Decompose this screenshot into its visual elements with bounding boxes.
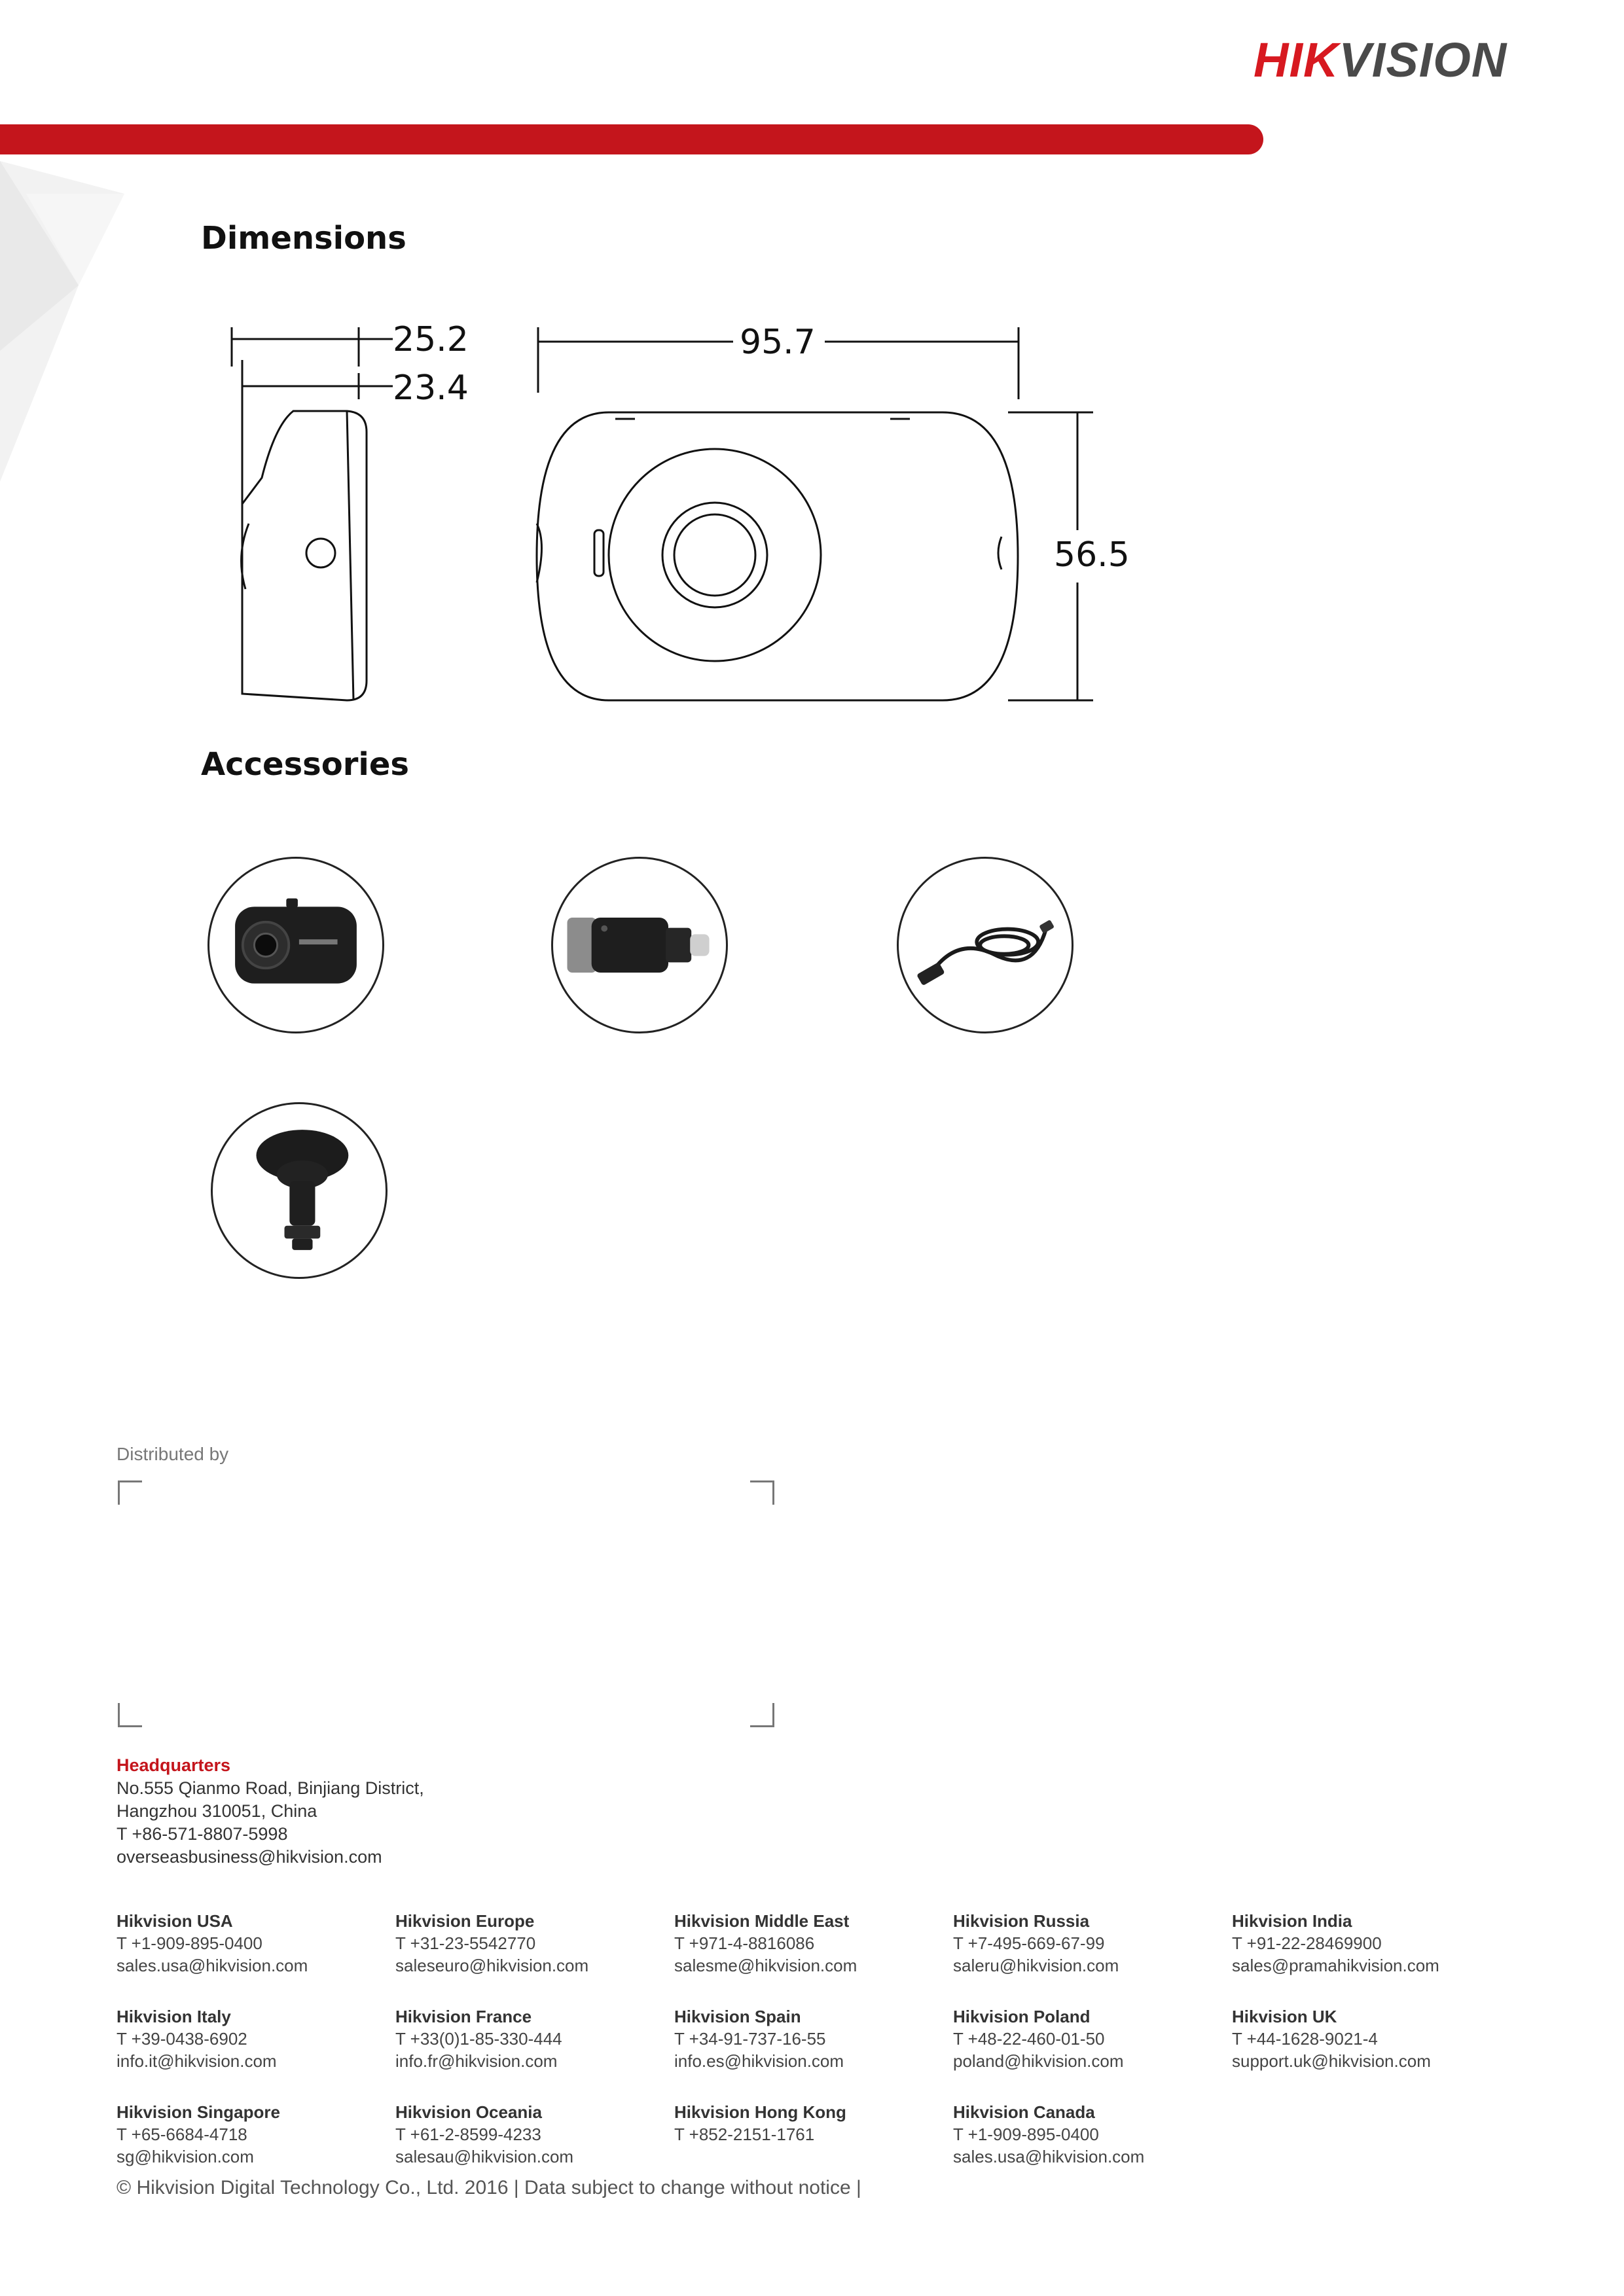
office-phone: T +65-6684-4718 bbox=[117, 2125, 247, 2144]
office-email: salesme@hikvision.com bbox=[674, 1956, 857, 1975]
dimensions-heading: Dimensions bbox=[201, 220, 406, 257]
headquarters-email: overseasbusiness@hikvision.com bbox=[117, 1847, 382, 1867]
office-phone: T +971-4-8816086 bbox=[674, 1933, 815, 1953]
office-name: Hikvision Italy bbox=[117, 2007, 231, 2026]
office-phone: T +39-0438-6902 bbox=[117, 2029, 247, 2049]
headquarters-line: No.555 Qianmo Road, Binjiang District, bbox=[117, 1778, 424, 1798]
office-email: info.it@hikvision.com bbox=[117, 2051, 277, 2071]
office-name: Hikvision Oceania bbox=[395, 2102, 542, 2122]
office-email: poland@hikvision.com bbox=[953, 2051, 1124, 2071]
office-phone: T +33(0)1-85-330-444 bbox=[395, 2029, 562, 2049]
distributor-box-corner bbox=[118, 1480, 142, 1505]
office-phone: T +44-1628-9021-4 bbox=[1232, 2029, 1378, 2049]
headquarters-block bbox=[117, 1754, 424, 1869]
dimensions-drawing bbox=[216, 308, 1152, 713]
office-france bbox=[395, 2005, 674, 2072]
office-name: Hikvision Canada bbox=[953, 2102, 1095, 2122]
office-uk bbox=[1232, 2005, 1511, 2072]
office-email: info.fr@hikvision.com bbox=[395, 2051, 558, 2071]
office-email: sales.usa@hikvision.com bbox=[117, 1956, 308, 1975]
header-red-bar bbox=[0, 124, 1263, 154]
office-email: salesau@hikvision.com bbox=[395, 2147, 574, 2166]
accessories-heading: Accessories bbox=[201, 746, 409, 783]
office-name: Hikvision Europe bbox=[395, 1911, 535, 1931]
office-hong-kong bbox=[674, 2101, 953, 2168]
office-name: Hikvision France bbox=[395, 2007, 532, 2026]
office-email: saleru@hikvision.com bbox=[953, 1956, 1119, 1975]
office-singapore bbox=[117, 2101, 395, 2168]
office-name: Hikvision India bbox=[1232, 1911, 1352, 1931]
office-phone: T +34-91-737-16-55 bbox=[674, 2029, 826, 2049]
headquarters-title: Headquarters bbox=[117, 1755, 231, 1775]
decorative-watermark bbox=[0, 154, 131, 495]
office-italy bbox=[117, 2005, 395, 2072]
office-name: Hikvision UK bbox=[1232, 2007, 1337, 2026]
office-name: Hikvision Singapore bbox=[117, 2102, 280, 2122]
suction-mount-icon bbox=[211, 1102, 388, 1279]
office-usa bbox=[117, 1910, 395, 1977]
car-charger-icon bbox=[551, 857, 728, 1033]
office-spain bbox=[674, 2005, 953, 2072]
office-email: support.uk@hikvision.com bbox=[1232, 2051, 1431, 2071]
copyright-notice: © Hikvision Digital Technology Co., Ltd. 2016 | Data subject to change without notice | bbox=[117, 2177, 861, 2198]
office-phone: T +31-23-5542770 bbox=[395, 1933, 536, 1953]
office-name: Hikvision Poland bbox=[953, 2007, 1091, 2026]
office-europe bbox=[395, 1910, 674, 1977]
regional-offices bbox=[117, 1910, 1511, 2168]
distributor-box-corner bbox=[750, 1703, 774, 1727]
dim-front-height: 56.5 bbox=[1054, 535, 1130, 575]
office-phone: T +852-2151-1761 bbox=[674, 2125, 815, 2144]
office-email: sales.usa@hikvision.com bbox=[953, 2147, 1145, 2166]
office-name: Hikvision Middle East bbox=[674, 1911, 850, 1931]
distributor-box-corner bbox=[118, 1703, 142, 1727]
office-phone: T +7-495-669-67-99 bbox=[953, 1933, 1105, 1953]
distributor-box-corner bbox=[750, 1480, 774, 1505]
office-phone: T +61-2-8599-4233 bbox=[395, 2125, 541, 2144]
office-name: Hikvision Spain bbox=[674, 2007, 801, 2026]
office-russia bbox=[953, 1910, 1232, 1977]
dim-depth-outer: 25.2 bbox=[393, 320, 469, 359]
usb-cable-icon bbox=[897, 857, 1074, 1033]
dim-front-width: 95.7 bbox=[740, 323, 816, 362]
office-email: info.es@hikvision.com bbox=[674, 2051, 844, 2071]
hikvision-logo: HIKVISION bbox=[1254, 33, 1507, 87]
office-oceania bbox=[395, 2101, 674, 2168]
office-name: Hikvision Russia bbox=[953, 1911, 1090, 1931]
office-phone: T +1-909-895-0400 bbox=[953, 2125, 1099, 2144]
distributed-by-label: Distributed by bbox=[117, 1444, 229, 1464]
office-name: Hikvision Hong Kong bbox=[674, 2102, 846, 2122]
office-middle-east bbox=[674, 1910, 953, 1977]
office-india bbox=[1232, 1910, 1511, 1977]
office-canada bbox=[953, 2101, 1232, 2168]
headquarters-line: Hangzhou 310051, China bbox=[117, 1801, 317, 1821]
office-poland bbox=[953, 2005, 1232, 2072]
headquarters-phone: T +86-571-8807-5998 bbox=[117, 1824, 288, 1844]
office-phone: T +48-22-460-01-50 bbox=[953, 2029, 1105, 2049]
dash-camera-icon bbox=[208, 857, 384, 1033]
dim-depth-inner: 23.4 bbox=[393, 368, 469, 408]
office-phone: T +1-909-895-0400 bbox=[117, 1933, 262, 1953]
office-name: Hikvision USA bbox=[117, 1911, 233, 1931]
office-email: sales@pramahikvision.com bbox=[1232, 1956, 1439, 1975]
office-email: sg@hikvision.com bbox=[117, 2147, 254, 2166]
office-phone: T +91-22-28469900 bbox=[1232, 1933, 1382, 1953]
office-email: saleseuro@hikvision.com bbox=[395, 1956, 589, 1975]
